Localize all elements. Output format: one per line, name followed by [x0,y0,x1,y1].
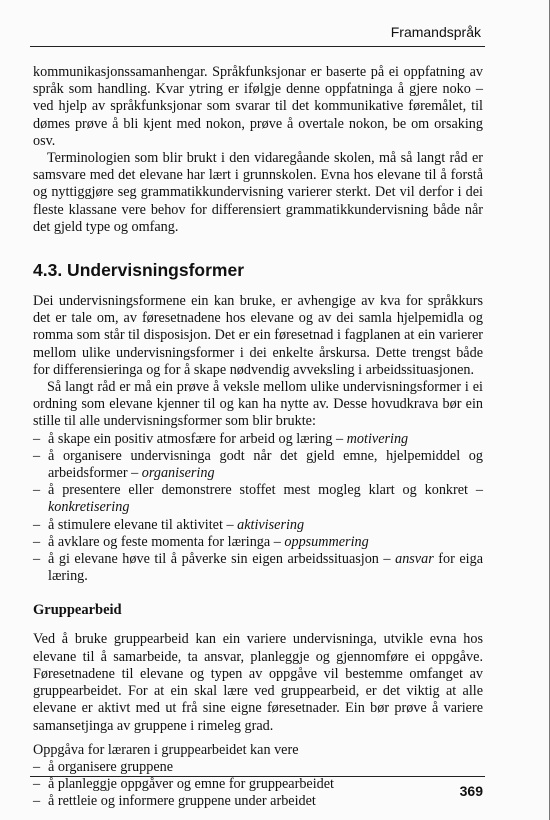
footer-rule [30,776,485,777]
list-item: – å presentere eller demonstrere stoffet mest mogleg klart og konkret – konkretisering [33,482,483,516]
list-item: – å stimulere elevane til aktivitet – aktivisering [33,517,483,534]
list-item: – å gi elevane høve til å påverke sin eigen arbeidssituasjon – ansvar for eiga læring. [33,551,483,585]
intro-paragraph-2: Terminologien som blir brukt i den vidaregåande skolen, må så langt råd er samsvare med det elevane har lært i grunnskolen. Evna hos elevane til å forstå og nyttiggjøre seg grammatikkundervisning varierer sterkt. Det vil derfor i dei fleste klassane vere behov for differensiert grammatikkundervisning både når det gjeld type og omfang. [33,150,483,235]
subsection-heading: Gruppearbeid [33,602,122,619]
requirements-list [33,431,483,586]
group-paragraph-1: Ved å bruke gruppearbeid kan ein variere undervisninga, utvikle evna hos elevane til å samarbeide, ta ansvar, planleggje og gjennomføre ei oppgåve. Føresetnadene til elevane og typen av oppgåve vil bestemme omfanget av gruppearbeidet. For at ein skal lære ved gruppearbeid, er det viktig at alle elevane er aktivt med ut frå sine eigne føresetnader. Ein bør prøve å variere samansetjinga av gruppene i rimeleg grad. [33,631,483,734]
running-header: Framandspråk [390,24,481,40]
list-item: – å organisere undervisninga godt når det gjeld emne, hjelpemiddel og arbeidsformer – organisering [33,448,483,482]
page-body [33,64,483,811]
list-item: – å skape ein positiv atmosfære for arbeid og læring – motivering [33,431,483,448]
header-rule [30,46,485,47]
section-paragraph-2: Så langt råd er må ein prøve å veksle mellom ulike undervisningsformer i ei ordning som elevane kjenner til og kan ha nytte av. Desse hovudkrava bør ein stille til alle undervisningsformer som blir brukte: [33,379,483,430]
teacher-tasks-list [33,759,483,811]
list-item: – å organisere gruppene [33,759,483,776]
group-paragraph-2: Oppgåva for læraren i gruppearbeidet kan vere [33,741,299,758]
section-heading: 4.3. Undervisningsformer [33,260,245,281]
list-item: – å rettleie og informere gruppene under arbeidet [33,793,483,810]
list-item: – å avklare og feste momenta for læringa – oppsummering [33,534,483,551]
list-item: – å planleggje oppgåver og emne for gruppearbeidet [33,776,483,793]
page-number: 369 [459,783,483,799]
section-paragraph-1: Dei undervisningsformene ein kan bruke, er avhengige av kva for språkkurs det er tale om, av føresetnadene hos elevane og av dei samla hjelpemidla og romma som står til disposisjon. Det er ein føresetnad i fagplanen at ein varierer mellom ulike undervisningsformer i dei enkelte årskursa. Dette trengst både for differensieringa og for å skape nødvendig avveksling i arbeidssituasjonen. [33,293,483,378]
intro-paragraph-1: kommunikasjonssamanhengar. Språkfunksjonar er baserte på ei oppfatning av språk som handling. Kvar ytring er ifølgje denne oppfatninga å gjere noko – ved hjelp av språkfunksjonar som svarar til det kommunikative føremålet, til dømes prøve å bli kjent med nokon, prøve å overtale nokon, be om orsaking osv. [33,64,483,149]
